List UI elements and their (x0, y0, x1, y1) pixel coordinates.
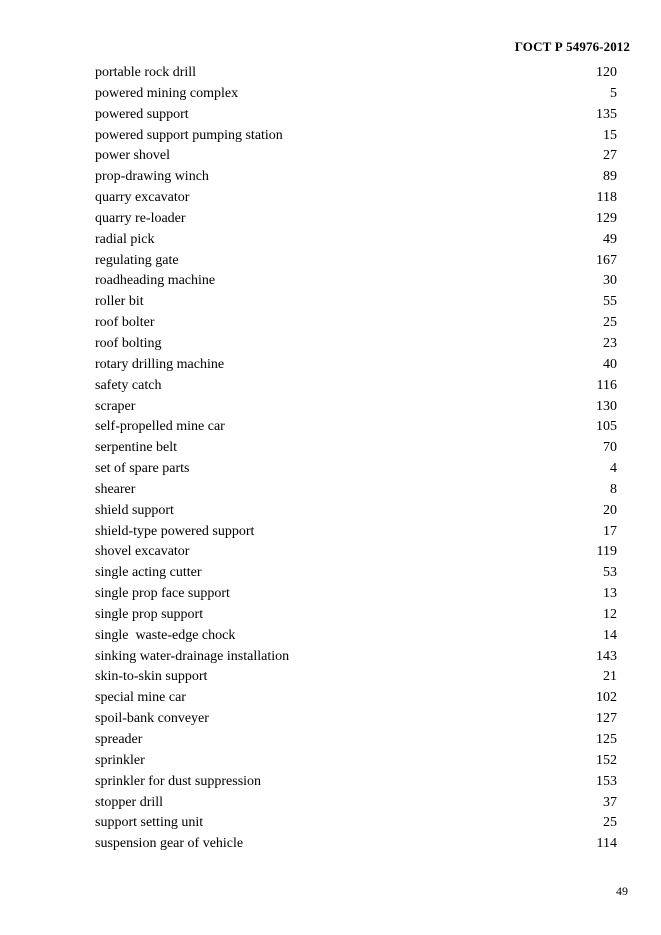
index-term: serpentine belt (95, 440, 178, 456)
index-term: quarry excavator (95, 190, 190, 206)
index-entry (95, 417, 617, 438)
index-term: sprinkler (95, 752, 145, 768)
index-page-reference: 27 (603, 148, 617, 164)
index-entry (95, 84, 617, 105)
index-page-reference: 153 (596, 773, 617, 789)
index-entry (95, 334, 617, 355)
index-term: shield support (95, 502, 174, 518)
index-page-reference: 49 (603, 231, 617, 247)
index-entry (95, 251, 617, 272)
index-entry (95, 355, 617, 376)
index-term: sprinkler for dust suppression (95, 773, 262, 789)
index-page-reference: 143 (596, 648, 617, 664)
index-entry (95, 709, 617, 730)
index-entry (95, 480, 617, 501)
index-entry (95, 105, 617, 126)
index-term: sinking water-drainage installation (95, 648, 290, 664)
index-entry (95, 63, 617, 84)
index-page-reference: 118 (596, 190, 617, 206)
index-page-reference: 5 (610, 85, 617, 101)
index-entry (95, 751, 617, 772)
index-page-reference: 105 (596, 419, 617, 435)
index-term: self-propelled mine car (95, 419, 225, 435)
index-term: shearer (95, 481, 136, 497)
index-term: roller bit (95, 294, 144, 310)
index-page-reference: 37 (603, 794, 617, 810)
term-index-list (95, 63, 617, 855)
index-page-reference: 167 (596, 252, 617, 268)
index-term: stopper drill (95, 794, 164, 810)
index-page-reference: 8 (610, 481, 617, 497)
index-entry (95, 667, 617, 688)
index-page-reference: 20 (603, 502, 617, 518)
index-entry (95, 397, 617, 418)
page-number: 49 (616, 884, 628, 898)
index-term: quarry re-loader (95, 210, 186, 226)
index-entry (95, 230, 617, 251)
index-entry (95, 522, 617, 543)
index-term: radial pick (95, 231, 155, 247)
index-term: portable rock drill (95, 65, 197, 80)
index-term: powered support (95, 106, 189, 122)
index-entry (95, 271, 617, 292)
index-page-reference: 135 (596, 106, 617, 122)
index-page-reference: 23 (603, 335, 617, 351)
index-term: special mine car (95, 690, 186, 706)
index-term: roof bolter (95, 315, 155, 331)
index-term: prop-drawing winch (95, 169, 209, 185)
index-term: single waste-edge chock (95, 627, 236, 643)
index-page-reference: 120 (596, 65, 617, 80)
index-entry (95, 813, 617, 834)
index-entry (95, 730, 617, 751)
index-entry (95, 167, 617, 188)
index-entry (95, 772, 617, 793)
index-entry (95, 501, 617, 522)
index-term: single acting cutter (95, 565, 202, 581)
index-term: shield-type powered support (95, 523, 255, 539)
index-page-reference: 40 (603, 356, 617, 372)
index-term: skin-to-skin support (95, 669, 208, 685)
index-page-reference: 25 (603, 815, 617, 831)
index-page-reference: 89 (603, 169, 617, 185)
index-entry (95, 584, 617, 605)
index-entry (95, 793, 617, 814)
index-page-reference: 14 (603, 627, 617, 643)
index-entry (95, 126, 617, 147)
index-entry (95, 459, 617, 480)
index-term: shovel excavator (95, 544, 190, 560)
index-term: powered mining complex (95, 85, 239, 101)
index-page-reference: 12 (603, 606, 617, 622)
index-term: rotary drilling machine (95, 356, 225, 372)
index-page-reference: 127 (596, 711, 617, 727)
index-entry (95, 542, 617, 563)
index-entry (95, 647, 617, 668)
index-entry (95, 313, 617, 334)
index-entry (95, 188, 617, 209)
index-term: single prop support (95, 606, 204, 622)
index-entry (95, 292, 617, 313)
index-page-reference: 129 (596, 210, 617, 226)
index-page-reference: 152 (596, 752, 617, 768)
index-term: safety catch (95, 377, 162, 393)
index-page-reference: 4 (610, 461, 617, 477)
index-entry (95, 834, 617, 855)
index-entry (95, 563, 617, 584)
index-page-reference: 125 (596, 732, 617, 747)
index-entry (95, 626, 617, 647)
index-term: single prop face support (95, 586, 230, 602)
index-entry (95, 376, 617, 397)
index-term: scraper (95, 398, 136, 414)
index-entry (95, 146, 617, 167)
index-term: set of spare parts (95, 461, 190, 477)
index-entry (95, 688, 617, 709)
index-page-reference: 53 (603, 565, 617, 581)
index-term: spoil-bank conveyer (95, 711, 209, 727)
index-term: powered support pumping station (95, 127, 283, 143)
index-page-reference: 102 (596, 690, 617, 706)
index-page-reference: 114 (596, 836, 617, 852)
index-page-reference: 130 (596, 398, 617, 414)
index-term: regulating gate (95, 252, 179, 268)
index-page-reference: 119 (596, 544, 617, 560)
index-term: power shovel (95, 148, 171, 164)
index-term: roadheading machine (95, 273, 216, 289)
index-term: roof bolting (95, 335, 162, 351)
index-page-reference: 15 (603, 127, 617, 143)
document-header: ГОСТ Р 54976-2012 (514, 39, 630, 54)
index-term: spreader (95, 732, 143, 747)
index-entry (95, 605, 617, 626)
index-page-reference: 30 (603, 273, 617, 289)
index-entry (95, 438, 617, 459)
index-page-reference: 21 (603, 669, 617, 685)
index-page-reference: 25 (603, 315, 617, 331)
index-page-reference: 70 (603, 440, 617, 456)
index-page-reference: 116 (596, 377, 617, 393)
index-page-reference: 17 (603, 523, 617, 539)
index-page-reference: 55 (603, 294, 617, 310)
index-term: suspension gear of vehicle (95, 836, 244, 852)
index-term: support setting unit (95, 815, 204, 831)
index-page-reference: 13 (603, 586, 617, 602)
index-entry (95, 209, 617, 230)
